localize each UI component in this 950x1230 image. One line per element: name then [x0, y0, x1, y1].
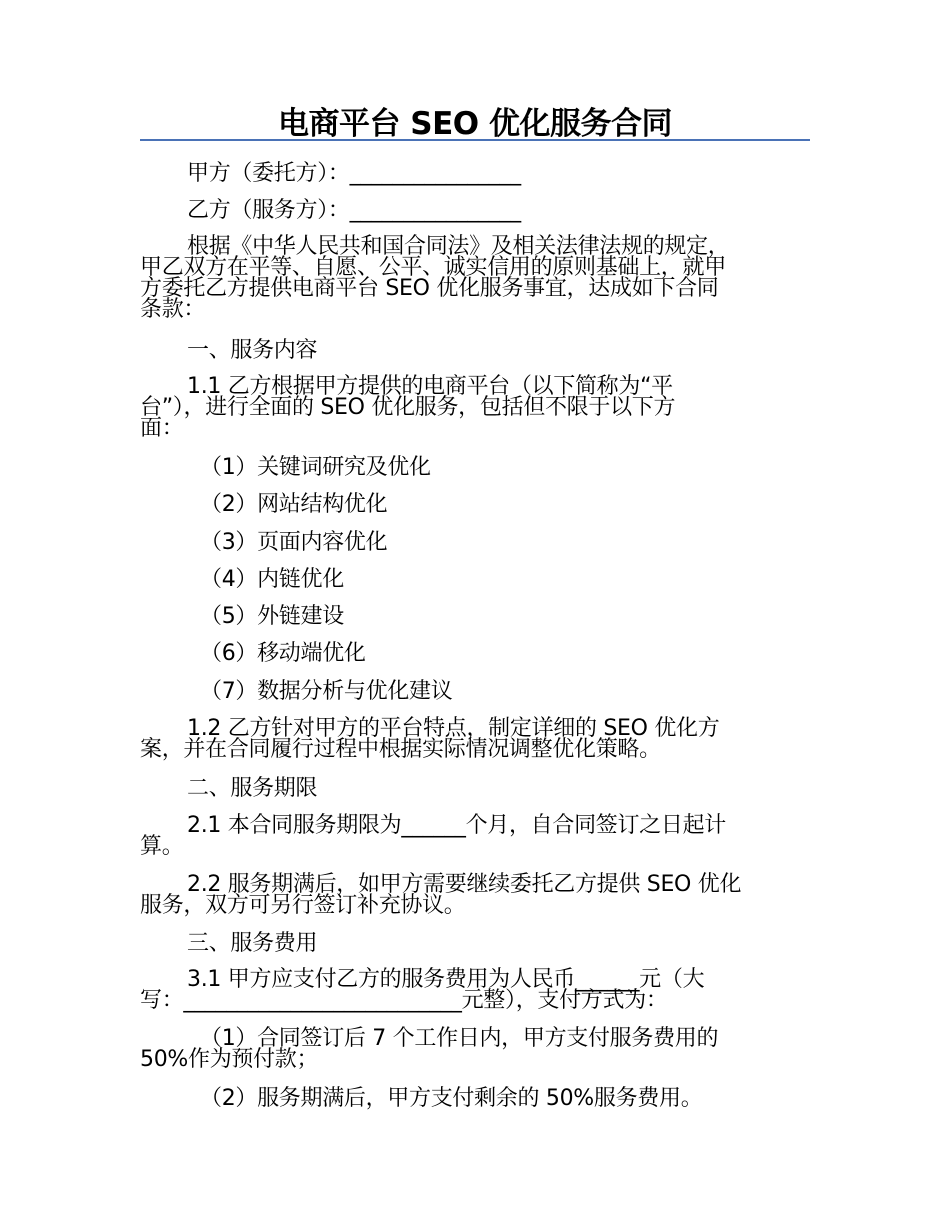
clause-line: 台”），进行全面的 SEO 优化服务，包括但不限于以下方 — [140, 395, 676, 420]
clause-line: 算。 — [140, 834, 184, 859]
clause-2-1 — [140, 815, 812, 857]
list-item: （2）网站结构优化 — [200, 492, 388, 517]
clause-line: （1）合同签订后 7 个工作日内，甲方支付服务费用的 — [200, 1026, 719, 1051]
title-underline — [140, 139, 810, 141]
section-2-heading: 二、服务期限 — [187, 776, 318, 801]
clause-line: 3.1 甲方应支付乙方的服务费用为人民币______元（大 — [187, 967, 705, 992]
clause-line: 2.2 服务期满后，如甲方需要继续委托乙方提供 SEO 优化 — [187, 872, 742, 897]
clause-line: 1.1 乙方根据甲方提供的电商平台（以下简称为“平 — [187, 374, 673, 399]
list-item: （6）移动端优化 — [200, 641, 366, 666]
preamble-line: 甲乙双方在平等、自愿、公平、诚实信用的原则基础上，就甲 — [140, 255, 726, 280]
clause-line: 写：__________________________元整），支付方式为： — [140, 988, 668, 1013]
preamble-line: 条款： — [140, 297, 206, 322]
payment-term-1 — [140, 1028, 812, 1070]
preamble-line: 方委托乙方提供电商平台 SEO 优化服务事宜，达成如下合同 — [140, 276, 719, 301]
document-title: 电商平台 SEO 优化服务合同 — [278, 106, 672, 142]
list-item: （3）页面内容优化 — [200, 530, 388, 555]
clause-1-2 — [140, 718, 812, 760]
list-item: （7）数据分析与优化建议 — [200, 679, 453, 704]
list-item: （5）外链建设 — [200, 604, 344, 629]
clause-2-2 — [140, 874, 812, 916]
list-item: （4）内链优化 — [200, 567, 344, 592]
preamble-line: 根据《中华人民共和国合同法》及相关法律法规的规定， — [187, 234, 730, 259]
party-b-line: 乙方（服务方）：________________ — [187, 198, 521, 223]
clause-line: 50%作为预付款； — [140, 1047, 319, 1072]
preamble-paragraph — [140, 236, 812, 320]
party-a-line: 甲方（委托方）：________________ — [187, 161, 521, 186]
section-3-heading: 三、服务费用 — [187, 931, 318, 956]
clause-3-1 — [140, 969, 812, 1011]
clause-line: 案，并在合同履行过程中根据实际情况调整优化策略。 — [140, 737, 661, 762]
payment-term-2: （2）服务期满后，甲方支付剩余的 50%服务费用。 — [200, 1086, 703, 1111]
list-item: （1）关键词研究及优化 — [200, 455, 431, 480]
clause-1-1 — [140, 376, 812, 439]
clause-line: 2.1 本合同服务期限为______个月，自合同签订之日起计 — [187, 813, 726, 838]
section-1-heading: 一、服务内容 — [187, 338, 318, 363]
clause-line: 服务，双方可另行签订补充协议。 — [140, 893, 466, 918]
clause-line: 1.2 乙方针对甲方的平台特点，制定详细的 SEO 优化方 — [187, 716, 720, 741]
clause-line: 面： — [140, 416, 184, 441]
